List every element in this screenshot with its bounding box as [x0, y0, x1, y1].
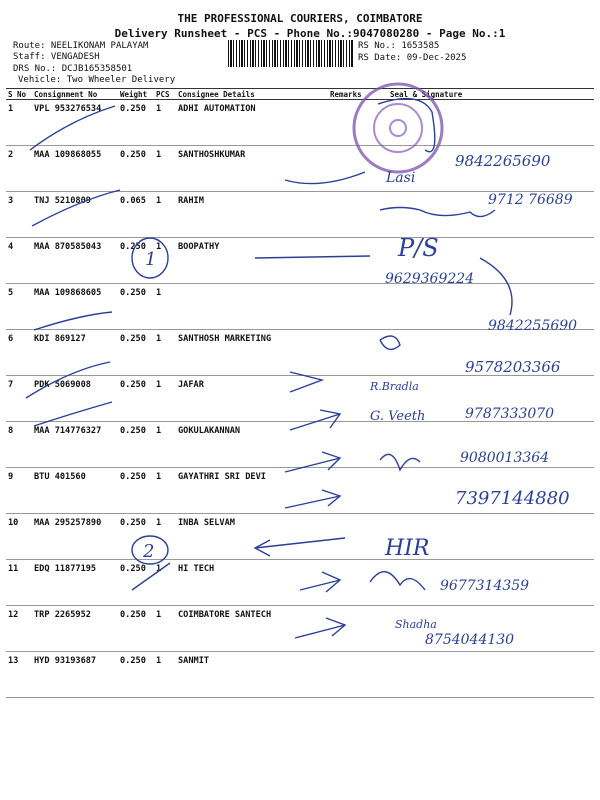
runsheet-table	[6, 88, 594, 698]
row-consignee: BOOPATHY	[176, 238, 328, 284]
row-consignment: MAA 870585043	[32, 238, 118, 284]
row-pcs: 1	[154, 606, 176, 652]
row-weight: 0.250	[118, 284, 154, 330]
handwritten-signature: HIR	[385, 536, 430, 561]
table-row	[6, 192, 594, 238]
handwritten-phone: 9712 76689	[488, 192, 573, 208]
handwritten-phone: 9578203366	[465, 358, 561, 376]
table-row	[6, 330, 594, 376]
column-header: Remarks	[328, 89, 388, 100]
document-title: THE PROFESSIONAL COURIERS, COIMBATORE	[177, 12, 423, 25]
handwritten-phone: 9842265690	[455, 152, 551, 170]
row-remarks	[328, 652, 388, 698]
table-row	[6, 468, 594, 514]
row-remarks	[328, 146, 388, 192]
table-row	[6, 560, 594, 606]
barcode-image	[228, 40, 354, 67]
row-weight: 0.250	[118, 146, 154, 192]
row-weight: 0.250	[118, 376, 154, 422]
row-sno: 1	[6, 100, 32, 146]
row-consignee	[176, 284, 328, 330]
handwritten-phone: 9080013364	[460, 450, 550, 466]
row-remarks	[328, 100, 388, 146]
handwritten-phone: 9629369224	[385, 271, 475, 287]
row-remarks	[328, 284, 388, 330]
row-seal	[388, 468, 594, 514]
row-consignee: GOKULAKANNAN	[176, 422, 328, 468]
table-row	[6, 100, 594, 146]
circle-mark-2: 2	[143, 541, 155, 562]
row-pcs: 1	[154, 422, 176, 468]
row-consignee: JAFAR	[176, 376, 328, 422]
rs-date: RS Date: 09-Dec-2025	[358, 53, 467, 63]
row-consignee: SANTHOSH MARKETING	[176, 330, 328, 376]
row-consignment: EDQ 11877195	[32, 560, 118, 606]
row-consignment: MAA 714776327	[32, 422, 118, 468]
row-consignment: MAA 109868055	[32, 146, 118, 192]
row-remarks	[328, 606, 388, 652]
row-consignee: HI TECH	[176, 560, 328, 606]
handwritten-phone: 7397144880	[455, 488, 570, 509]
row-weight: 0.250	[118, 238, 154, 284]
row-consignment: PDK 5069008	[32, 376, 118, 422]
row-sno: 3	[6, 192, 32, 238]
row-pcs: 1	[154, 192, 176, 238]
row-consignment: BTU 401560	[32, 468, 118, 514]
row-seal	[388, 606, 594, 652]
row-sno: 13	[6, 652, 32, 698]
row-consignee: RAHIM	[176, 192, 328, 238]
column-header: Consignee Details	[176, 89, 328, 100]
row-pcs: 1	[154, 376, 176, 422]
row-pcs: 1	[154, 100, 176, 146]
row-remarks	[328, 468, 388, 514]
document-subtitle: Delivery Runsheet - PCS - Phone No.:9047080280 - Page No.:1	[114, 27, 506, 40]
table-row	[6, 238, 594, 284]
route-label: Route: NEELIKONAM PALAYAM	[13, 41, 149, 51]
row-remarks	[328, 192, 388, 238]
row-seal	[388, 238, 594, 284]
handwritten-signature: Shadha	[395, 618, 437, 631]
row-weight: 0.250	[118, 330, 154, 376]
row-weight: 0.250	[118, 100, 154, 146]
row-weight: 0.250	[118, 652, 154, 698]
table-row	[6, 376, 594, 422]
column-header: Weight	[118, 89, 154, 100]
table-row	[6, 514, 594, 560]
row-consignee: SANTHOSHKUMAR	[176, 146, 328, 192]
row-pcs: 1	[154, 146, 176, 192]
column-header: S No	[6, 89, 32, 100]
column-header: Seal & Signature	[388, 89, 594, 100]
row-remarks	[328, 330, 388, 376]
row-consignee: ADHI AUTOMATION	[176, 100, 328, 146]
row-consignment: TRP 2265952	[32, 606, 118, 652]
row-weight: 0.250	[118, 606, 154, 652]
circle-mark-1: 1	[145, 249, 157, 270]
row-sno: 9	[6, 468, 32, 514]
row-weight: 0.250	[118, 560, 154, 606]
drs-label: DRS No.: DCJB165358501	[13, 64, 133, 74]
row-sno: 2	[6, 146, 32, 192]
table-row	[6, 606, 594, 652]
row-seal	[388, 560, 594, 606]
row-consignment: MAA 109868605	[32, 284, 118, 330]
table-row	[6, 284, 594, 330]
row-sno: 11	[6, 560, 32, 606]
handwritten-signature: Lasi	[386, 170, 416, 186]
row-consignee: SANMIT	[176, 652, 328, 698]
row-weight: 0.250	[118, 468, 154, 514]
table-header-row	[6, 89, 594, 100]
row-sno: 10	[6, 514, 32, 560]
rs-number: RS No.: 1653585	[358, 41, 440, 51]
row-pcs: 1	[154, 560, 176, 606]
row-seal	[388, 376, 594, 422]
row-consignment: HYD 93193687	[32, 652, 118, 698]
row-pcs: 1	[154, 514, 176, 560]
row-seal	[388, 514, 594, 560]
row-pcs: 1	[154, 330, 176, 376]
row-sno: 7	[6, 376, 32, 422]
handwritten-signature: R.Bradla	[370, 380, 419, 393]
row-sno: 5	[6, 284, 32, 330]
table-row	[6, 146, 594, 192]
row-consignee: GAYATHRI SRI DEVI	[176, 468, 328, 514]
row-consignment: KDI 869127	[32, 330, 118, 376]
row-seal	[388, 192, 594, 238]
row-pcs: 1	[154, 652, 176, 698]
row-seal	[388, 284, 594, 330]
row-sno: 12	[6, 606, 32, 652]
staff-label: Staff: VENGADESH	[13, 52, 100, 62]
row-consignment: VPL 953276534	[32, 100, 118, 146]
row-sno: 6	[6, 330, 32, 376]
row-pcs: 1	[154, 284, 176, 330]
row-pcs: 1	[154, 238, 176, 284]
handwritten-phone: 9787333070	[465, 406, 555, 422]
row-seal	[388, 422, 594, 468]
row-seal	[388, 652, 594, 698]
row-seal	[388, 146, 594, 192]
table-row	[6, 652, 594, 698]
row-weight: 0.250	[118, 514, 154, 560]
row-consignment: MAA 295257890	[32, 514, 118, 560]
handwritten-phone: 9842255690	[488, 318, 578, 334]
row-remarks	[328, 238, 388, 284]
row-pcs: 1	[154, 468, 176, 514]
row-consignment: TNJ 5210809	[32, 192, 118, 238]
column-header: PCS	[154, 89, 176, 100]
row-consignee: COIMBATORE SANTECH	[176, 606, 328, 652]
row-remarks	[328, 560, 388, 606]
row-sno: 4	[6, 238, 32, 284]
row-consignee: INBA SELVAM	[176, 514, 328, 560]
column-header: Consignment No	[32, 89, 118, 100]
row-seal	[388, 330, 594, 376]
handwritten-signature: P/S	[398, 234, 439, 262]
row-weight: 0.250	[118, 422, 154, 468]
row-remarks	[328, 514, 388, 560]
handwritten-phone: 8754044130	[425, 632, 515, 648]
handwritten-signature: G. Veeth	[370, 409, 426, 424]
row-weight: 0.065	[118, 192, 154, 238]
vehicle-label: Vehicle: Two Wheeler Delivery	[18, 75, 176, 85]
row-sno: 8	[6, 422, 32, 468]
row-remarks	[328, 422, 388, 468]
handwritten-phone: 9677314359	[440, 578, 530, 594]
row-remarks	[328, 376, 388, 422]
row-seal	[388, 100, 594, 146]
table-row	[6, 422, 594, 468]
